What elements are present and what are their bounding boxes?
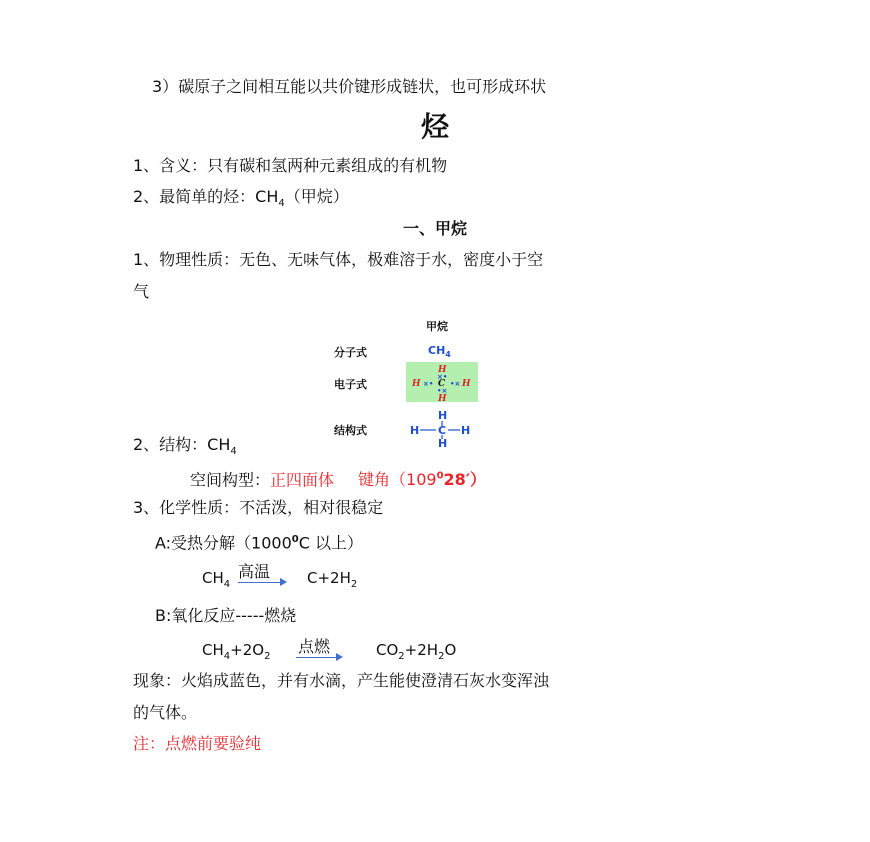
svg-text:•×: •×	[450, 380, 461, 388]
svg-text:H: H	[438, 394, 447, 404]
chemical-properties-line: 3、化学性质：不活泼，相对很稳定	[133, 498, 384, 517]
electron-formula-diagram	[406, 360, 478, 404]
shape-label: 空间构型：	[190, 470, 271, 490]
text: C 以上）	[298, 533, 364, 553]
text: （甲烷）	[284, 187, 349, 206]
text: CH	[428, 344, 446, 357]
arrow-head-icon	[336, 653, 343, 661]
physical-properties-line: 1、物理性质：无色、无味气体，极难溶于水，密度小于空	[133, 250, 544, 269]
line-carbon-chain: 3）碳原子之间相互能以共价键形成链状，也可形成环状	[152, 77, 547, 96]
spatial-configuration-line	[190, 467, 486, 490]
svg-text:H: H	[412, 379, 421, 389]
text: 28′）	[443, 470, 487, 490]
page-title: 烃	[420, 110, 449, 143]
text: 键角（109	[358, 470, 437, 490]
subscript: 4	[223, 651, 231, 662]
phenomenon-line: 现象：火焰成蓝色，并有水滴，产生能使澄清石灰水变浑浊	[133, 671, 550, 690]
structural-formula-label: 结构式	[334, 424, 367, 437]
subscript: 2	[438, 651, 445, 662]
svg-text:C: C	[438, 424, 447, 437]
text: C+2H	[307, 569, 351, 587]
svg-text:H: H	[462, 379, 471, 389]
svg-text:H: H	[461, 424, 471, 437]
text: +2H	[404, 641, 439, 659]
equation-2-right	[376, 640, 456, 667]
equation-1-arrow	[238, 582, 282, 583]
subscript: 2	[264, 651, 271, 662]
molecular-formula	[428, 344, 451, 359]
superscript: 0	[291, 534, 299, 545]
phenomenon-line-cont: 的气体。	[133, 703, 198, 722]
svg-text:×•: ×•	[423, 380, 434, 388]
bond-angle	[358, 470, 486, 489]
subscript: 2	[398, 651, 405, 662]
structure-line	[133, 435, 237, 462]
physical-properties-line-cont: 气	[133, 282, 150, 301]
section-heading: 一、甲烷	[402, 219, 467, 238]
subscript: 4	[230, 446, 237, 458]
equation-1-condition: 高温	[238, 562, 271, 581]
svg-text:•×: •×	[437, 387, 448, 395]
definition-line: 1、含义：只有碳和氢两种元素组成的有机物	[133, 156, 448, 175]
equation-2-left	[202, 640, 270, 667]
thermal-decomposition-line	[155, 530, 363, 553]
subscript: 4	[223, 579, 231, 590]
text: O	[444, 641, 457, 659]
methane-figure	[330, 316, 480, 448]
note-line: 注：点燃前要验纯	[133, 734, 262, 753]
arrow-head-icon	[280, 578, 287, 586]
subscript: 4	[445, 350, 451, 360]
equation-2-condition: 点燃	[298, 637, 331, 656]
simplest-hydrocarbon-line	[133, 187, 349, 214]
text: CH	[202, 569, 224, 587]
equation-1-right	[307, 568, 357, 595]
svg-text:H: H	[410, 424, 420, 437]
electron-formula-label: 电子式	[334, 378, 367, 391]
text: 2、结构：CH	[133, 435, 231, 454]
figure-title: 甲烷	[426, 320, 448, 333]
subscript: 4	[278, 198, 285, 210]
oxidation-line: B:氧化反应-----燃烧	[155, 606, 297, 625]
svg-text:×•: ×•	[437, 373, 448, 381]
svg-text:H: H	[438, 365, 447, 375]
equation-1-left	[202, 568, 230, 595]
text: CO	[376, 641, 399, 659]
svg-text:H: H	[438, 409, 448, 422]
molecular-formula-label: 分子式	[334, 346, 367, 359]
text: CH	[202, 641, 224, 659]
equation-2-arrow	[296, 657, 338, 658]
text: A:受热分解（1000	[155, 533, 292, 553]
text: 2、最简单的烃：CH	[133, 187, 279, 206]
structural-formula-diagram	[408, 408, 478, 448]
superscript: 0	[436, 471, 444, 482]
text: +2O	[230, 641, 265, 659]
shape-value: 正四面体	[270, 470, 335, 490]
svg-text:H: H	[438, 437, 448, 448]
subscript: 2	[350, 579, 358, 590]
svg-text:C: C	[438, 379, 446, 389]
